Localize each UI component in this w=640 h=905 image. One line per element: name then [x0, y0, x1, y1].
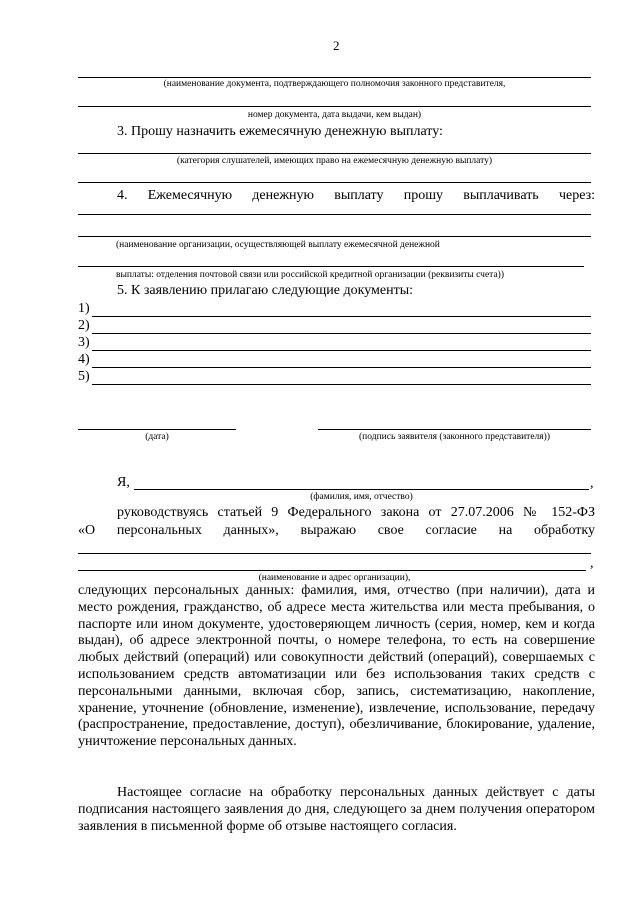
doc-list-number: 2) [78, 318, 90, 333]
doc-list-number: 4) [78, 352, 90, 367]
consent-body: следующих персональных данных: фамилия, имя, отчество (при наличии), дата и место рождения, гражданство, об адресе места жительства или места пребывания, о паспорте или ином документе, удостоверяющем личность (серия, номер, кем и когда выдан), об адресе электронной почты, о номере телефона, то есть на совершение любых действий (операций) или совокупности действий (операций), совершаемых с использованием средств автоматизации или без использования таких средств с персональными данными, включая сбор, запись, систематизацию, накопление, хранение, уточнение (обновление, изменение), извлечение, использование, передачу (распространение, предоставление, доступ), обезличивание, блокирование, удаление, уничтожение персональных данных. [78, 583, 595, 750]
consent-word: согласие [425, 523, 477, 538]
item-4-word: Ежемесячную [147, 188, 233, 203]
payment-line-3[interactable] [78, 266, 584, 267]
consent-ya: Я, [117, 475, 130, 490]
consent-law-line: руководствуясь статьей 9 Федерального закона от 27.07.2006 № 152-ФЗ [117, 505, 595, 520]
consent-word: персональных [116, 523, 202, 538]
date-line[interactable] [78, 429, 236, 430]
category-caption: (категория слушателей, имеющих право на ежемесячную денежную выплату) [176, 156, 493, 166]
consent-word: «О [78, 523, 96, 538]
doc-list-number: 1) [78, 301, 90, 316]
item-4-word: выплату [334, 188, 384, 203]
item-4-word: 4. [117, 188, 128, 203]
item-4-word: выплачивать [463, 188, 539, 203]
doc-list-number: 3) [78, 335, 90, 350]
item-4-word: денежную [252, 188, 314, 203]
org-line-2[interactable] [78, 570, 586, 571]
signature-line[interactable] [318, 429, 591, 430]
org-name-caption: (наименование и адрес организации), [258, 573, 411, 583]
org-caption-2: выплаты: отделения почтовой связи или российской кредитной организации (реквизиты счета)) [116, 270, 504, 280]
consent-agree-line [78, 523, 595, 539]
doc-list-number: 5) [78, 369, 90, 384]
fio-caption: (фамилия, имя, отчество) [310, 492, 413, 502]
doc-number-line[interactable] [78, 106, 591, 107]
signature-caption: (подпись заявителя (законного представителя)) [359, 432, 550, 442]
doc-list-line[interactable] [92, 367, 591, 368]
item-5-heading: 5. К заявлению прилагаю следующие документы: [117, 283, 414, 298]
consent-validity: Настоящее согласие на обработку персональных данных действует с даты подписания настоящего заявления до дня, следующего за днем получения оператором заявления в письменной форме об отзыве настоящего согласия. [78, 785, 595, 834]
org-comma: , [590, 556, 594, 571]
doc-list-line[interactable] [92, 316, 591, 317]
item-4-word: прошу [403, 188, 443, 203]
consent-word: свое [377, 523, 404, 538]
item-3-heading: 3. Прошу назначить ежемесячную денежную выплату: [117, 124, 443, 139]
fio-line[interactable] [134, 489, 589, 490]
page-number: 2 [333, 38, 340, 53]
doc-list-line[interactable] [92, 333, 591, 334]
consent-word: обработку [534, 523, 595, 538]
category-line[interactable] [78, 153, 591, 154]
rep-doc-line[interactable] [78, 77, 591, 78]
consent-word: данных», [223, 523, 279, 538]
payment-line-2[interactable] [78, 236, 591, 237]
doc-number-caption: номер документа, дата выдачи, кем выдан) [247, 110, 422, 120]
doc-list-line[interactable] [92, 384, 591, 385]
consent-word: на [498, 523, 513, 538]
consent-word: выражаю [300, 523, 357, 538]
item-4-word: через: [558, 188, 595, 203]
payment-line-1[interactable] [78, 214, 591, 215]
date-caption: (дата) [145, 432, 169, 442]
category-line-2[interactable] [78, 182, 591, 183]
item-4-heading [117, 188, 595, 204]
rep-doc-caption: (наименование документа, подтверждающего полномочия законного представителя, [163, 79, 506, 89]
fio-comma: , [590, 476, 594, 491]
org-line-1[interactable] [78, 553, 591, 554]
doc-list-line[interactable] [92, 350, 591, 351]
org-caption-1: (наименование организации, осуществляющей выплату ежемесячной денежной [116, 240, 440, 250]
